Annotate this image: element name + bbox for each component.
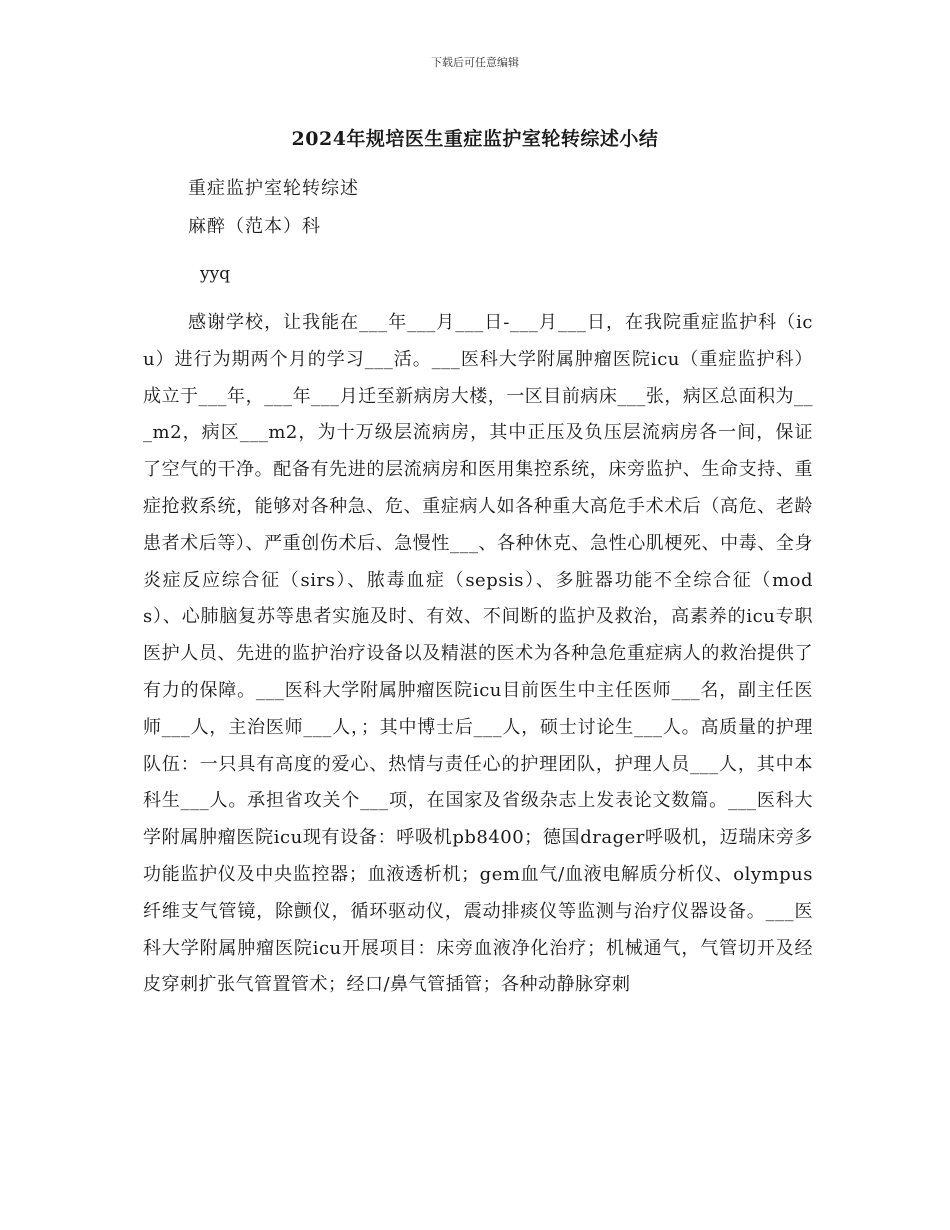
author-name: yyq xyxy=(200,264,231,284)
body-paragraph: 感谢学校，让我能在___年___月___日-___月___日，在我院重症监护科（icu）进行为期两个月的学习___活。___医科大学附属肿瘤医院icu（重症监护科）成立于___年，___年___月迁至新病房大楼，一区目前病床___张，病区总面积为___m2，病区___m2，为十万级层流病房，其中正压及负压层流病房各一间，保证了空气的干净。配备有先进的层流病房和医用集控系统，床旁监护、生命支持、重症抢救系统，能够对各种急、危、重症病人如各种重大高危手术术后（高危、老龄患者术后等）、严重创伤术后、急慢性___、各种休克、急性心肌梗死、中毒、全身炎症反应综合征（sirs）、脓毒血症（sepsis）、多脏器功能不全综合征（mods）、心肺脑复苏等患者实施及时、有效、不间断的监护及救治，高素养的icu专职医护人员、先进的监护治疗设备以及精湛的医术为各种急危重症病人的救治提供了有力的保障。___医科大学附属肿瘤医院icu目前医生中主任医师___名，副主任医师___人，主治医师___人，；其中博士后___人，硕士讨论生___人。高质量的护理队伍：一只具有高度的爱心、热情与责任心的护理团队，护理人员___人，其中本科生___人。承担省攻关个___项，在国家及省级杂志上发表论文数篇。___医科大学附属肿瘤医院icu现有设备：呼吸机pb8400；德国drager呼吸机，迈瑞床旁多功能监护仪及中央监控器；血液透析机；gem血气/血液电解质分析仪、olympus纤维支气管镜，除颤仪，循环驱动仪，震动排痰仪等监测与治疗仪器设备。___医科大学附属肿瘤医院icu开展项目：床旁血液净化治疗；机械通气，气管切开及经皮穿刺扩张气管置管术；经口/鼻气管插管；各种动静脉穿刺 xyxy=(143,312,813,996)
header-note: 下载后可任意编辑 xyxy=(431,56,519,69)
page-title: 2024年规培医生重症监护室轮转综述小结 xyxy=(291,128,659,150)
subtitle-line-1: 重症监护室轮转综述 xyxy=(188,178,359,199)
subtitle-line-2: 麻醉（范本）科 xyxy=(188,216,321,237)
